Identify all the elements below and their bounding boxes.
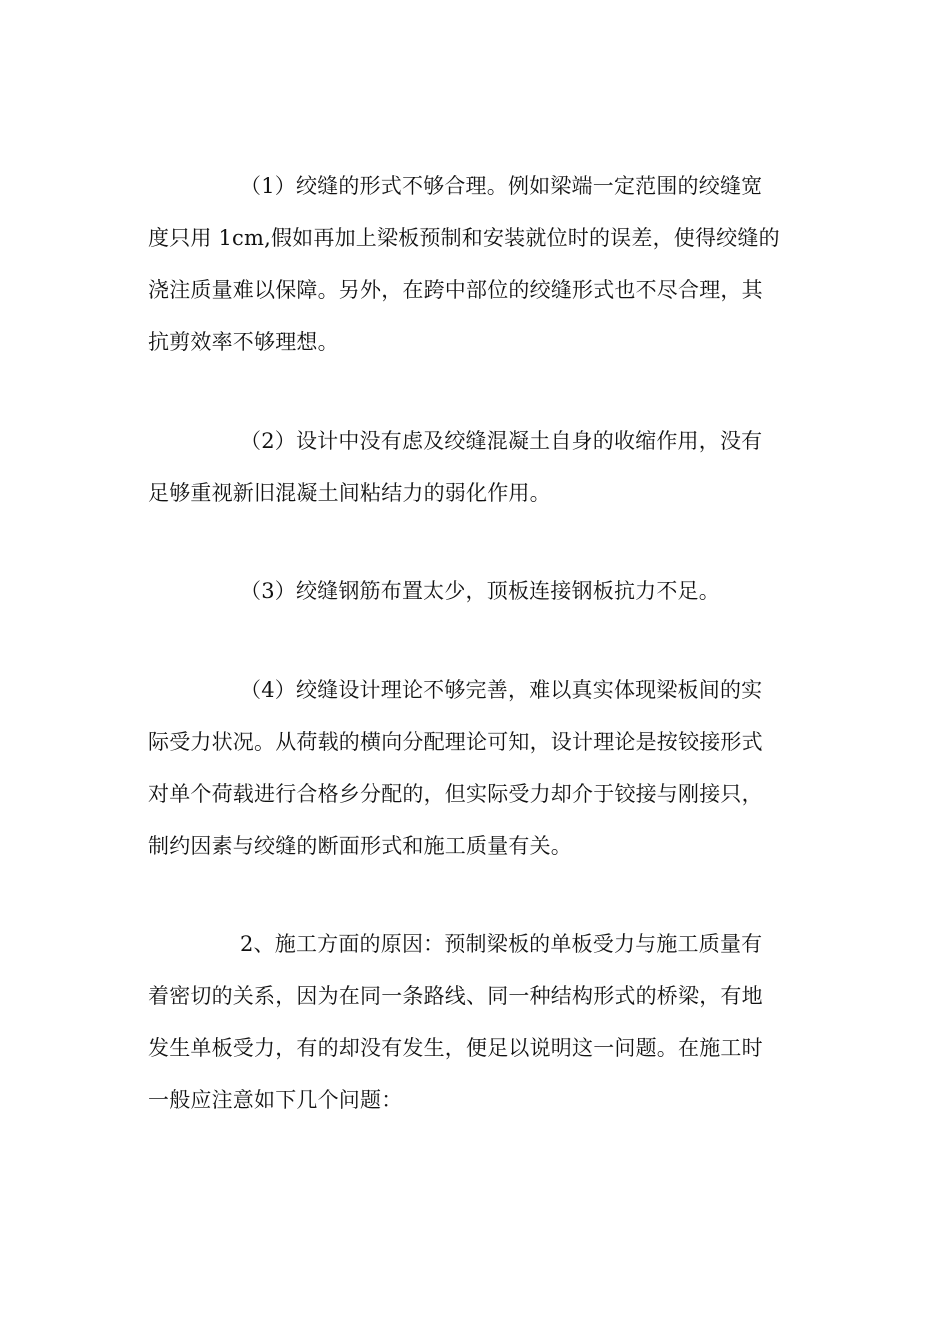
paragraph-5-line-3: 发生单板受力，有的却没有发生，便足以说明这一问题。在施工时 <box>148 1036 763 1060</box>
paragraph-4-line-4: 制约因素与绞缝的断面形式和施工质量有关。 <box>148 834 572 858</box>
paragraph-3-line-1: （3）绞缝钢筋布置太少，顶板连接钢板抗力不足。 <box>240 579 720 603</box>
paragraph-5-line-1: 2、施工方面的原因：预制梁板的单板受力与施工质量有 <box>240 932 763 956</box>
paragraph-4-line-2: 际受力状况。从荷载的横向分配理论可知，设计理论是按铰接形式 <box>148 730 763 754</box>
paragraph-4-line-1: （4）绞缝设计理论不够完善，难以真实体现梁板间的实 <box>240 678 763 702</box>
paragraph-5-line-4: 一般应注意如下几个问题： <box>148 1088 403 1112</box>
paragraph-2-line-1: （2）设计中没有虑及绞缝混凝土自身的收缩作用，没有 <box>240 429 763 453</box>
paragraph-1-line-4: 抗剪效率不够理想。 <box>148 330 339 354</box>
paragraph-5-line-2: 着密切的关系，因为在同一条路线、同一种结构形式的桥梁，有地 <box>148 984 763 1008</box>
paragraph-1-line-1: （1）绞缝的形式不够合理。例如梁端一定范围的绞缝宽 <box>240 174 763 198</box>
paragraph-1-line-2: 度只用 1cm,假如再加上梁板预制和安装就位时的误差，使得绞缝的 <box>148 226 780 250</box>
paragraph-2-line-2: 足够重视新旧混凝土间粘结力的弱化作用。 <box>148 481 551 505</box>
paragraph-4-line-3: 对单个荷载进行合格乡分配的，但实际受力却介于铰接与刚接只， <box>148 782 763 806</box>
paragraph-1-line-3: 浇注质量难以保障。另外，在跨中部位的绞缝形式也不尽合理，其 <box>148 278 763 302</box>
